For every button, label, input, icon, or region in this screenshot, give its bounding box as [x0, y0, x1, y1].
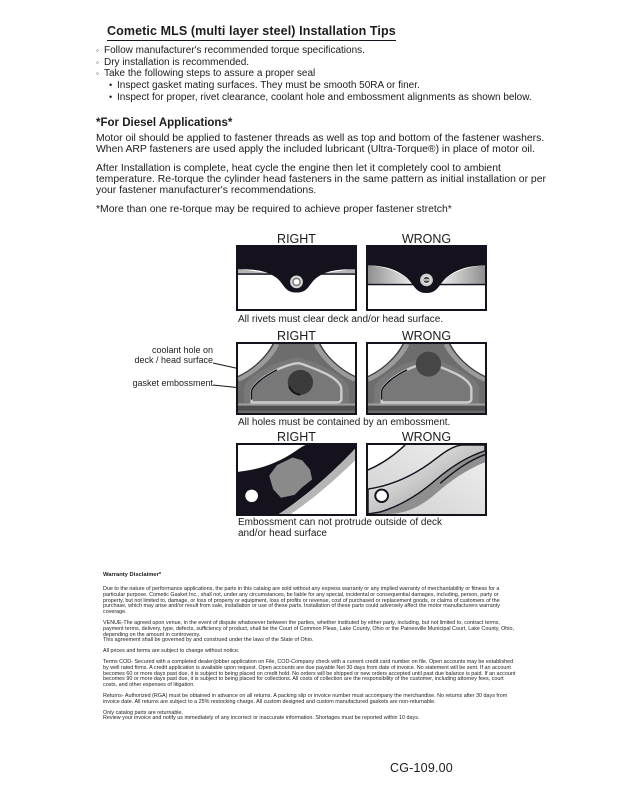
- retorque-note: *More than one re-torque may be required to achieve proper fastener stretch*: [96, 204, 452, 215]
- wrong-label: WRONG: [401, 430, 452, 444]
- wrong-label: WRONG: [401, 329, 452, 343]
- list-item: [109, 80, 541, 92]
- warranty-disclaimer-heading: Warranty Disclaimer*: [103, 572, 162, 578]
- warranty-disclaimer-section: [103, 572, 519, 727]
- bullet-icon: ◦: [96, 46, 99, 55]
- tip-text: Inspect gasket mating surfaces. They must be smooth 50RA or finer.: [117, 80, 420, 92]
- coolant-hole-right-diagram: [236, 342, 357, 415]
- legal-paragraph: This agreement shall be governed by and construed under the laws of the State of Ohio.: [103, 637, 314, 644]
- page-title: Cometic MLS (multi layer steel) Installation Tips: [107, 24, 396, 41]
- legal-paragraph: Only catalog parts are returnable.: [103, 709, 184, 716]
- right-label: RIGHT: [277, 430, 316, 444]
- diesel-paragraph: Motor oil should be applied to fastener threads as well as top and bottom of the fastener washers. When ARP fasteners are used apply the included lubricant (Ultra-Torque®) in place of motor oil.: [96, 133, 545, 156]
- list-item: [96, 68, 541, 80]
- pair2-caption: All holes must be contained by an embossment.: [238, 416, 451, 428]
- legal-paragraph: Terms COD- Secured with a completed dealer/jobber application on File, COD-Company check with a current credit card number on file. Open accounts may be established by well rated firms. A credit application is available upon request. Open accounts are due payable Net 30 days from date of invoice. No statement will be sent. If an account becomes 60 or more days past due, it is subject to being placed on credit hold. No orders will be shipped or new orders accepted until past due balance is paid. If an account becomes 90 or more days past due, it is subject to being placed for collections. All costs of collection are the responsibility of the customer, including attorney fees, court costs, and other expenses of litigation.: [103, 658, 516, 689]
- tip-text: Inspect for proper, rivet clearance, coolant hole and embossment alignments as shown below.: [117, 91, 532, 103]
- embossment-right-diagram: [236, 443, 357, 516]
- list-item: [96, 45, 541, 57]
- diesel-paragraph: After Installation is complete, heat cycle the engine then let it completely cool to ambient temperature. Re-torque the cylinder head fasteners in the same pattern as initial installation or per your fastener manufacturer's recommendations.: [96, 163, 546, 197]
- catalog-page-number: CG-109.00: [390, 761, 453, 775]
- wrong-label: WRONG: [401, 232, 452, 246]
- legal-paragraph: Returns- Authorized (RGA) must be obtained in advance on all returns. A packing slip or invoice number must accompany the merchandise. No returns after 30 days from invoice date. All returns are subject to a 25% restocking charge. All custom designed and custom manufactured gaskets are non-returnable.: [103, 692, 508, 705]
- legal-paragraph: Review your invoice and notify us immediately of any incorrect or inaccurate information. Shortages must be reported within 10 days.: [103, 715, 420, 722]
- right-label: RIGHT: [277, 329, 316, 343]
- rivet-wrong-diagram: [366, 245, 487, 311]
- pair3-caption: Embossment can not protrude outside of deck and/or head surface: [238, 517, 443, 539]
- gasket-embossment-label: gasket embossment: [132, 378, 213, 388]
- right-label: RIGHT: [277, 232, 316, 246]
- legal-paragraph: VENUE-The agreed upon venue, in the event of dispute whatsoever between the parties, whether instituted by either party, including, but not limited to, contract terms, payment terms, delivery, type, defects, sufficiency of product, shall be the Court of Common Pleas, Lake County, Ohio or the Painesville Municipal Court, Lake County, Ohio, depending on the amount in controversy.: [103, 619, 514, 638]
- bolt-hole: [375, 490, 388, 502]
- embossment-wrong-diagram: [366, 443, 487, 516]
- sub-bullet-icon: •: [109, 80, 113, 91]
- list-item: [109, 92, 541, 104]
- tip-text: Follow manufacturer's recommended torque specifications.: [104, 45, 365, 56]
- bullet-icon: ◦: [96, 57, 99, 67]
- bullet-icon: ◦: [96, 69, 99, 79]
- rivet-right-diagram: [236, 245, 357, 311]
- tip-text: Take the following steps to assure a proper seal: [104, 68, 316, 80]
- legal-paragraph: Due to the nature of performance applications, the parts in this catalog are sold without any express warranty or any implied warranty of merchantability or fitness for a particular purpose. Cometic Gasket Inc., shall not, under any circumstances, be liable for any special, incidental or consequential damages, including, person, party or property, but not limited to, damage, or loss of property or equipment, loss of profits or revenue, cost of purchased or replacement goods, or claims of customers of the purchase, which may arise and/or result from sale, installation or use of these parts. Installation of these parts could adversely affect the motor manufacturers warranty coverage.: [103, 586, 500, 616]
- diesel-section-heading: *For Diesel Applications*: [96, 117, 233, 129]
- sub-bullet-icon: •: [109, 91, 113, 102]
- pair1-caption: All rivets must clear deck and/or head surface.: [238, 314, 444, 325]
- installation-tips-list: [96, 45, 541, 104]
- bolt-hole: [245, 490, 258, 502]
- coolant-hole-label: coolant hole on deck / head surface: [134, 345, 213, 365]
- legal-paragraph: All prices and terms are subject to change without notice.: [103, 648, 240, 655]
- coolant-hole-wrong-diagram: [366, 342, 487, 415]
- coolant-hole: [416, 352, 441, 377]
- tip-text: Dry installation is recommended.: [104, 56, 250, 68]
- list-item: [96, 57, 541, 69]
